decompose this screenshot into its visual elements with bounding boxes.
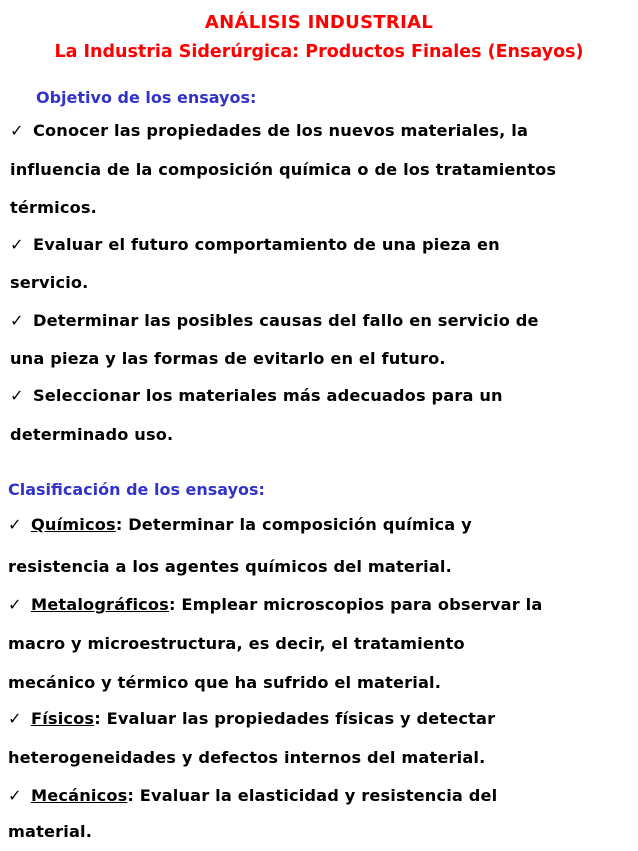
term-quimicos: Químicos: [31, 515, 116, 534]
page-subtitle: La Industria Siderúrgica: Productos Finales (Ensayos): [54, 42, 584, 62]
classification-item-4-line-1: ✓ Mecánicos: Evaluar la elasticidad y resistencia del: [8, 786, 498, 805]
checkmark-icon: ✓: [8, 786, 22, 805]
objective-item-1-line-2: influencia de la composición química o de los tratamientos: [10, 160, 557, 179]
checkmark-icon: ✓: [8, 709, 22, 728]
page-title: ANÁLISIS INDUSTRIAL: [204, 12, 434, 33]
classification-item-3-line-2: heterogeneidades y defectos internos del material.: [8, 748, 486, 767]
objective-item-1-line-3: térmicos.: [10, 198, 97, 217]
objectives-heading: Objetivo de los ensayos:: [36, 88, 257, 107]
classification-item-2-line-1: ✓ Metalográficos: Emplear microscopios para observar la: [8, 595, 543, 614]
classification-item-2-line-2: macro y microestructura, es decir, el tratamiento: [8, 634, 465, 653]
objective-item-4-line-2: determinado uso.: [10, 425, 174, 444]
checkmark-icon: ✓: [10, 386, 24, 405]
objective-item-1-line-1: ✓ Conocer las propiedades de los nuevos materiales, la: [10, 121, 529, 140]
classification-item-4-line-2: material.: [8, 822, 93, 841]
checkmark-icon: ✓: [10, 121, 24, 140]
classification-item-2-line-3: mecánico y térmico que ha sufrido el material.: [8, 673, 442, 692]
classification-heading: Clasificación de los ensayos:: [8, 480, 265, 499]
objective-item-2-line-1: ✓ Evaluar el futuro comportamiento de una pieza en: [10, 235, 500, 254]
objective-item-4-line-1: ✓ Seleccionar los materiales más adecuados para un: [10, 386, 503, 405]
term-metalograficos: Metalográficos: [31, 595, 169, 614]
objective-item-3-line-1: ✓ Determinar las posibles causas del fallo en servicio de: [10, 311, 539, 330]
term-fisicos: Físicos: [31, 709, 95, 728]
objective-item-3-line-2: una pieza y las formas de evitarlo en el futuro.: [10, 349, 446, 368]
checkmark-icon: ✓: [8, 595, 22, 614]
classification-item-3-line-1: ✓ Físicos: Evaluar las propiedades físicas y detectar: [8, 709, 496, 728]
term-mecanicos: Mecánicos: [31, 786, 128, 805]
objective-item-2-line-2: servicio.: [10, 273, 89, 292]
classification-item-1-line-1: ✓ Químicos: Determinar la composición química y: [8, 515, 472, 534]
classification-item-1-line-2: resistencia a los agentes químicos del material.: [8, 557, 452, 576]
checkmark-icon: ✓: [10, 235, 24, 254]
checkmark-icon: ✓: [10, 311, 24, 330]
checkmark-icon: ✓: [8, 515, 22, 534]
